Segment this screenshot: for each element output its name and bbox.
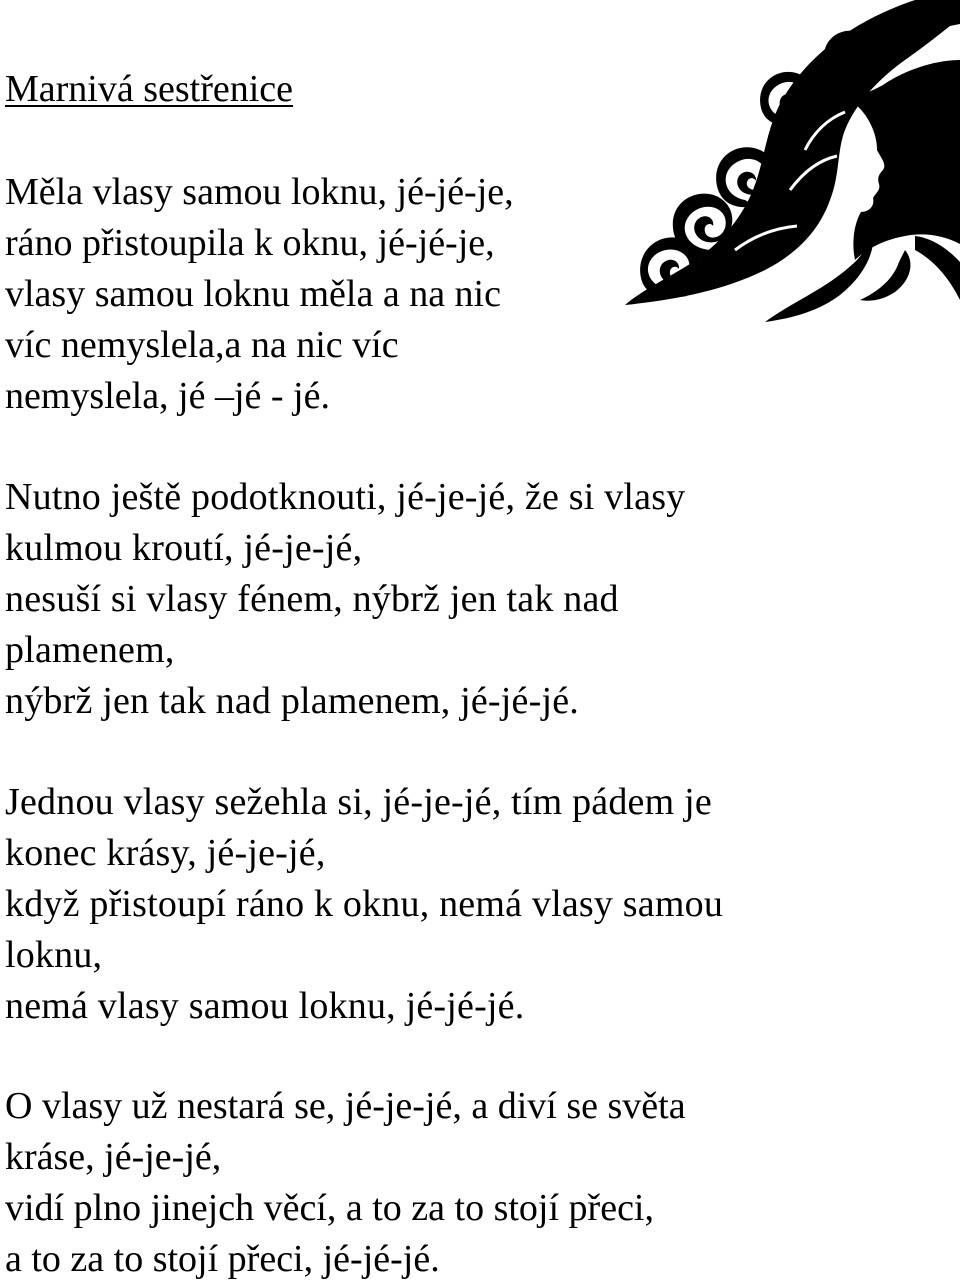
poem-line: vidí plno jinejch věcí, a to za to stojí přeci, bbox=[5, 1187, 654, 1229]
poem-line: ráno přistoupila k oknu, jé-jé-je, bbox=[5, 222, 495, 264]
poem-line: a to za to stojí přeci, jé-jé-jé. bbox=[5, 1238, 440, 1280]
stanza-1 bbox=[5, 167, 885, 422]
poem-line: kulmou kroutí, jé-je-jé, bbox=[5, 527, 363, 569]
poem-line: víc nemyslela,a na nic víc bbox=[5, 324, 399, 366]
poem-line: nesuší si vlasy fénem, nýbrž jen tak nad bbox=[5, 578, 619, 620]
poem-line: nýbrž jen tak nad plamenem, jé-jé-jé. bbox=[5, 680, 579, 722]
poem-line: Jednou vlasy sežehla si, jé-je-jé, tím pádem je bbox=[5, 781, 712, 823]
poem-line: loknu, bbox=[5, 934, 103, 976]
poem-line: konec krásy, jé-je-jé, bbox=[5, 832, 326, 874]
poem-line: Nutno ještě podotknouti, jé-je-jé, že si vlasy bbox=[5, 476, 686, 518]
poem-line: nemá vlasy samou loknu, jé-jé-jé. bbox=[5, 985, 525, 1027]
poem-line: O vlasy už nestará se, jé-je-jé, a diví se světa bbox=[5, 1085, 686, 1127]
poem-line: Měla vlasy samou loknu, jé-jé-je, bbox=[5, 171, 514, 213]
stanza-4 bbox=[5, 1081, 885, 1285]
poem-line: nemyslela, jé –jé - jé. bbox=[5, 375, 330, 417]
poem-line: vlasy samou loknu měla a na nic bbox=[5, 273, 501, 315]
poem-line: kráse, jé-je-jé, bbox=[5, 1136, 222, 1178]
poem-line: plamenem, bbox=[5, 629, 175, 671]
poem-line: když přistoupí ráno k oknu, nemá vlasy samou bbox=[5, 883, 724, 925]
stanza-3 bbox=[5, 777, 885, 1032]
poem-title: Marnivá sestřenice bbox=[5, 68, 294, 110]
stanza-2 bbox=[5, 472, 885, 727]
